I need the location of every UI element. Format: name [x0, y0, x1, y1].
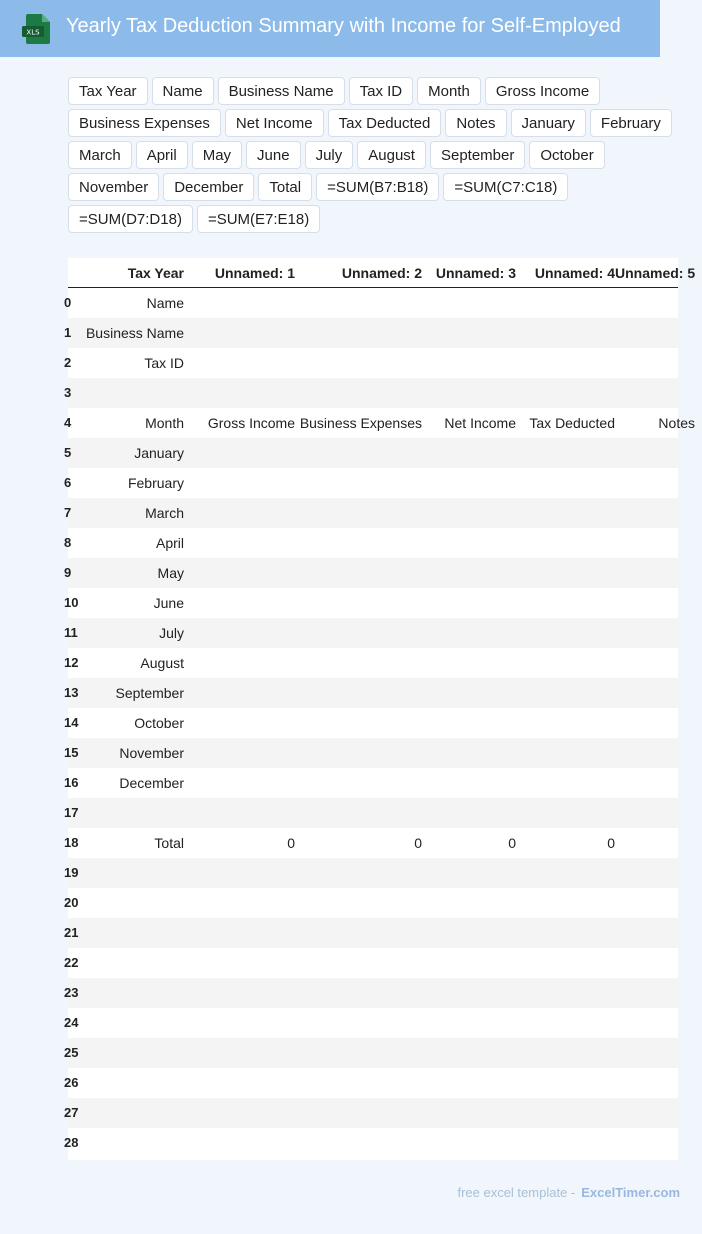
table-cell — [422, 1008, 516, 1038]
table-cell — [295, 1098, 422, 1128]
table-cell — [295, 438, 422, 468]
table-cell — [516, 588, 615, 618]
table-cell — [184, 768, 295, 798]
spreadsheet-preview — [64, 258, 696, 1160]
table-cell — [68, 888, 184, 918]
table-cell — [184, 1068, 295, 1098]
row-index: 22 — [64, 955, 79, 970]
table-cell — [68, 918, 184, 948]
table-cell — [68, 1098, 184, 1128]
table-row — [64, 1068, 678, 1098]
table-cell — [422, 1038, 516, 1068]
column-tag: Total — [258, 173, 312, 201]
table-cell — [68, 1128, 184, 1158]
table-cell — [422, 1068, 516, 1098]
table-cell — [422, 1098, 516, 1128]
row-index: 14 — [64, 715, 79, 730]
table-cell — [615, 558, 695, 588]
column-tag-list — [68, 77, 693, 237]
row-index: 0 — [64, 295, 72, 310]
table-cell — [516, 438, 615, 468]
table-cell — [516, 1098, 615, 1128]
table-cell — [615, 588, 695, 618]
table-cell — [68, 378, 184, 408]
table-row — [64, 738, 678, 768]
table-cell — [615, 918, 695, 948]
column-tag: May — [192, 141, 242, 169]
table-cell — [516, 558, 615, 588]
table-cell — [295, 348, 422, 378]
row-index: 7 — [64, 505, 72, 520]
table-cell — [516, 318, 615, 348]
table-cell — [422, 348, 516, 378]
column-tag: October — [529, 141, 604, 169]
table-cell — [422, 288, 516, 318]
table-cell — [295, 798, 422, 828]
table-row — [64, 708, 678, 738]
table-row — [64, 348, 678, 378]
table-cell — [295, 528, 422, 558]
table-cell — [615, 528, 695, 558]
table-cell — [184, 558, 295, 588]
page-title: Yearly Tax Deduction Summary with Income for Self-Employed — [66, 15, 621, 37]
table-cell — [615, 348, 695, 378]
row-index: 4 — [64, 415, 72, 430]
table-cell: Business Expenses — [299, 415, 422, 431]
table-cell — [295, 618, 422, 648]
table-cell — [184, 1008, 295, 1038]
column-header: Unnamed: 2 — [341, 265, 422, 281]
column-header: Tax Year — [127, 265, 184, 281]
table-cell — [516, 618, 615, 648]
table-row — [64, 888, 678, 918]
table-cell — [615, 318, 695, 348]
table-cell — [615, 678, 695, 708]
column-tag: March — [68, 141, 132, 169]
table-cell — [295, 558, 422, 588]
table-cell — [615, 978, 695, 1008]
table-row — [64, 438, 678, 468]
table-cell — [516, 468, 615, 498]
table-row — [64, 318, 678, 348]
row-index: 28 — [64, 1135, 79, 1150]
table-cell — [615, 738, 695, 768]
table-cell — [516, 528, 615, 558]
table-cell — [184, 528, 295, 558]
table-cell — [422, 438, 516, 468]
table-cell — [295, 768, 422, 798]
table-row — [64, 798, 678, 828]
table-row — [64, 648, 678, 678]
column-tag: February — [590, 109, 672, 137]
table-cell — [295, 588, 422, 618]
table-cell — [615, 468, 695, 498]
table-cell: June — [153, 595, 184, 611]
table-cell — [184, 618, 295, 648]
table-row — [64, 858, 678, 888]
table-cell — [516, 978, 615, 1008]
table-cell — [516, 738, 615, 768]
table-cell — [295, 738, 422, 768]
table-row — [64, 498, 678, 528]
footer-credit — [457, 1185, 680, 1200]
table-cell — [295, 498, 422, 528]
table-row — [64, 678, 678, 708]
table-cell — [615, 708, 695, 738]
table-cell — [516, 1128, 615, 1158]
table-cell — [422, 468, 516, 498]
table-cell — [184, 1038, 295, 1068]
table-cell — [295, 918, 422, 948]
table-cell — [422, 558, 516, 588]
table-cell — [184, 468, 295, 498]
table-cell — [184, 798, 295, 828]
table-cell — [516, 948, 615, 978]
column-tag: Month — [417, 77, 481, 105]
table-cell — [295, 648, 422, 678]
table-header-row — [68, 258, 696, 288]
table-cell — [516, 888, 615, 918]
header-bar — [0, 0, 660, 57]
column-header: Unnamed: 5 — [615, 265, 696, 281]
table-cell — [184, 288, 295, 318]
table-cell — [422, 738, 516, 768]
column-tag: August — [357, 141, 426, 169]
row-index: 5 — [64, 445, 72, 460]
table-cell: August — [140, 655, 184, 671]
table-cell — [295, 948, 422, 978]
table-cell — [184, 708, 295, 738]
table-cell: Total — [154, 835, 184, 851]
row-index: 16 — [64, 775, 79, 790]
table-cell — [615, 828, 695, 858]
column-tag: Notes — [445, 109, 506, 137]
table-cell — [422, 378, 516, 408]
column-tag: January — [511, 109, 586, 137]
table-cell — [516, 1068, 615, 1098]
table-cell — [184, 648, 295, 678]
table-cell — [184, 498, 295, 528]
column-tag: Business Expenses — [68, 109, 221, 137]
column-tag: April — [136, 141, 188, 169]
table-cell — [516, 378, 615, 408]
column-tag: July — [305, 141, 354, 169]
svg-text:XLS: XLS — [26, 28, 40, 37]
row-index: 18 — [64, 835, 79, 850]
row-index: 19 — [64, 865, 79, 880]
row-index: 1 — [64, 325, 72, 340]
row-index: 25 — [64, 1045, 79, 1060]
table-cell — [615, 1128, 695, 1158]
row-index: 2 — [64, 355, 72, 370]
table-cell: October — [134, 715, 184, 731]
table-row — [64, 408, 695, 438]
table-cell — [615, 1008, 695, 1038]
table-cell: Name — [146, 295, 184, 311]
column-header: Unnamed: 1 — [214, 265, 295, 281]
table-row — [64, 1038, 678, 1068]
table-cell: 0 — [287, 835, 295, 851]
table-cell — [615, 648, 695, 678]
row-index: 24 — [64, 1015, 79, 1030]
table-cell — [615, 618, 695, 648]
table-cell — [184, 588, 295, 618]
table-cell — [615, 1038, 695, 1068]
table-cell — [68, 798, 184, 828]
table-cell: 0 — [607, 835, 615, 851]
column-tag: Net Income — [225, 109, 324, 137]
table-cell — [422, 588, 516, 618]
row-index: 8 — [64, 535, 72, 550]
table-cell: Net Income — [444, 415, 516, 431]
table-cell — [422, 948, 516, 978]
row-index: 11 — [64, 625, 78, 640]
table-cell — [516, 918, 615, 948]
row-index: 6 — [64, 475, 72, 490]
table-cell — [516, 678, 615, 708]
table-cell: Notes — [658, 415, 695, 431]
column-tag: Tax Deducted — [328, 109, 442, 137]
table-cell — [422, 888, 516, 918]
column-header: Unnamed: 3 — [435, 265, 516, 281]
table-cell — [516, 798, 615, 828]
column-tag: Gross Income — [485, 77, 600, 105]
column-tag: =SUM(B7:B18) — [316, 173, 439, 201]
table-row — [64, 528, 678, 558]
table-cell — [184, 1128, 295, 1158]
row-index: 3 — [64, 385, 72, 400]
table-cell — [184, 378, 295, 408]
table-cell: May — [157, 565, 184, 581]
table-cell — [295, 978, 422, 1008]
table-cell — [422, 318, 516, 348]
table-cell — [184, 738, 295, 768]
column-tag: Tax ID — [349, 77, 414, 105]
table-row — [64, 948, 678, 978]
row-index: 9 — [64, 565, 72, 580]
table-cell — [516, 858, 615, 888]
footer-text: free excel template - — [457, 1185, 576, 1200]
table-row — [64, 918, 678, 948]
table-cell: Month — [145, 415, 184, 431]
column-tag: Name — [152, 77, 214, 105]
table-row — [64, 378, 678, 408]
table-cell — [516, 1008, 615, 1038]
table-cell — [615, 288, 695, 318]
column-tag: November — [68, 173, 159, 201]
column-tag: =SUM(C7:C18) — [443, 173, 568, 201]
table-row — [64, 828, 678, 858]
table-cell — [295, 858, 422, 888]
table-cell — [68, 948, 184, 978]
row-index: 21 — [64, 925, 79, 940]
row-index: 12 — [64, 655, 79, 670]
table-cell: November — [119, 745, 184, 761]
table-cell — [295, 468, 422, 498]
table-cell — [422, 708, 516, 738]
table-cell: Business Name — [85, 325, 184, 341]
table-cell — [422, 918, 516, 948]
column-header: Unnamed: 4 — [534, 265, 615, 281]
table-cell — [516, 648, 615, 678]
column-tag: =SUM(D7:D18) — [68, 205, 193, 233]
table-cell — [615, 948, 695, 978]
table-cell — [184, 888, 295, 918]
table-cell — [184, 348, 295, 378]
table-cell — [184, 678, 295, 708]
table-cell — [422, 528, 516, 558]
table-cell — [295, 1068, 422, 1098]
table-cell — [184, 858, 295, 888]
table-cell — [422, 1128, 516, 1158]
table-row — [64, 1128, 678, 1158]
table-cell: 0 — [414, 835, 422, 851]
column-tag: Business Name — [218, 77, 345, 105]
column-tag: December — [163, 173, 254, 201]
table-cell — [68, 1008, 184, 1038]
table-cell — [516, 348, 615, 378]
table-cell — [184, 948, 295, 978]
column-tag: September — [430, 141, 525, 169]
table-row — [64, 558, 678, 588]
table-row — [64, 768, 678, 798]
table-cell: March — [145, 505, 184, 521]
table-cell — [615, 888, 695, 918]
table-cell — [516, 288, 615, 318]
table-row — [64, 468, 678, 498]
table-cell — [295, 888, 422, 918]
table-cell — [68, 978, 184, 1008]
table-cell — [422, 618, 516, 648]
table-cell — [422, 798, 516, 828]
table-cell — [184, 1098, 295, 1128]
table-cell — [422, 768, 516, 798]
table-cell — [295, 1128, 422, 1158]
table-cell — [184, 318, 295, 348]
row-index: 20 — [64, 895, 79, 910]
table-cell — [68, 1068, 184, 1098]
table-cell — [184, 918, 295, 948]
table-cell: July — [159, 625, 184, 641]
table-cell — [422, 648, 516, 678]
table-cell: February — [127, 475, 184, 491]
xls-file-icon — [22, 14, 50, 44]
table-cell — [295, 1038, 422, 1068]
table-cell: Gross Income — [207, 415, 295, 431]
table-row — [64, 978, 678, 1008]
column-tag: =SUM(E7:E18) — [197, 205, 320, 233]
table-cell — [68, 858, 184, 888]
table-row — [64, 1008, 678, 1038]
table-cell — [516, 1038, 615, 1068]
table-cell — [615, 858, 695, 888]
table-cell — [615, 1068, 695, 1098]
table-cell: January — [134, 445, 184, 461]
table-cell: September — [115, 685, 184, 701]
table-cell — [516, 708, 615, 738]
row-index: 26 — [64, 1075, 79, 1090]
table-cell — [516, 768, 615, 798]
footer-brand-link[interactable]: ExcelTimer.com — [581, 1185, 680, 1200]
column-tag: June — [246, 141, 301, 169]
table-cell — [295, 708, 422, 738]
row-index: 15 — [64, 745, 79, 760]
table-cell — [615, 1098, 695, 1128]
table-cell — [295, 678, 422, 708]
table-cell: Tax ID — [144, 355, 184, 371]
table-cell — [422, 678, 516, 708]
row-index: 10 — [64, 595, 79, 610]
table-cell — [295, 378, 422, 408]
table-cell — [615, 498, 695, 528]
table-cell: December — [119, 775, 184, 791]
table-cell — [422, 978, 516, 1008]
table-cell — [615, 798, 695, 828]
table-cell — [615, 768, 695, 798]
table-row — [64, 588, 678, 618]
table-cell — [184, 978, 295, 1008]
table-row — [64, 618, 678, 648]
table-row — [64, 288, 678, 318]
table-cell — [516, 498, 615, 528]
table-cell — [68, 1038, 184, 1068]
table-cell: April — [155, 535, 184, 551]
table-cell: Tax Deducted — [529, 415, 615, 431]
table-cell — [422, 858, 516, 888]
table-cell: 0 — [508, 835, 516, 851]
row-index: 27 — [64, 1105, 79, 1120]
table-cell — [295, 318, 422, 348]
table-cell — [295, 288, 422, 318]
table-row — [64, 1098, 678, 1128]
table-cell — [184, 438, 295, 468]
row-index: 17 — [64, 805, 79, 820]
table-cell — [615, 378, 695, 408]
column-tag: Tax Year — [68, 77, 148, 105]
table-cell — [615, 438, 695, 468]
row-index: 23 — [64, 985, 79, 1000]
row-index: 13 — [64, 685, 79, 700]
table-cell — [422, 498, 516, 528]
table-cell — [295, 1008, 422, 1038]
